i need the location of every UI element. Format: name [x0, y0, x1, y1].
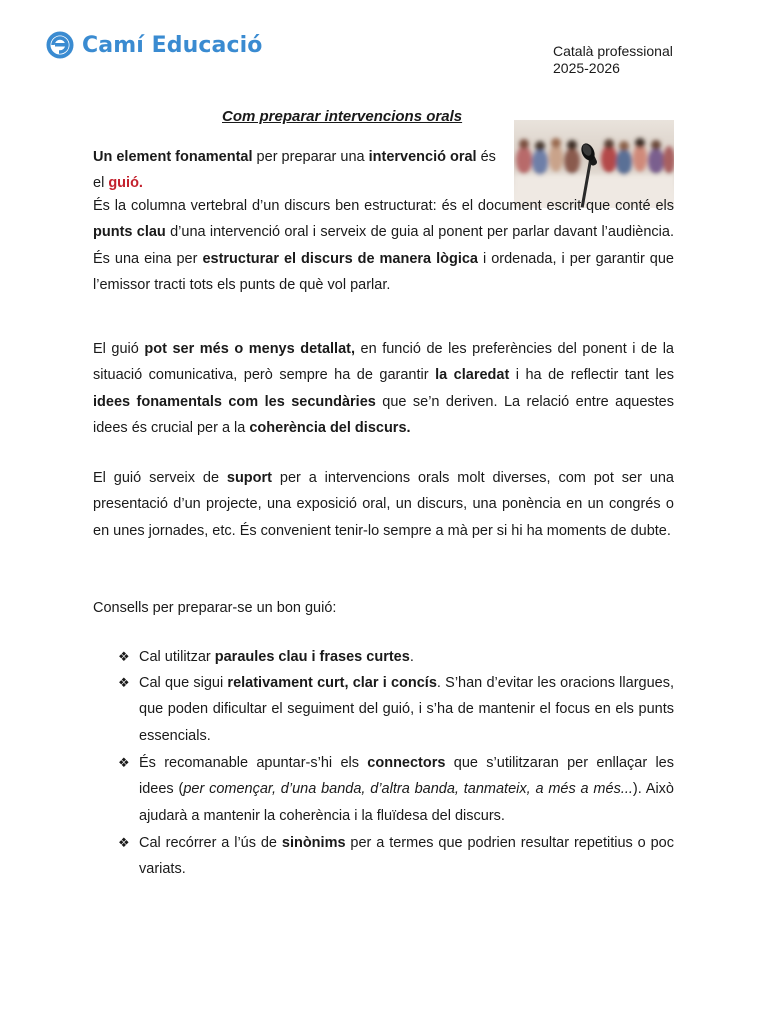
diamond-bullet-icon: ❖: [118, 835, 130, 850]
brand-logo: [46, 30, 262, 60]
list-item: ❖ Cal que sigui relativament curt, clar i concís. S’han d’evitar les oracions llargues, que poden dificultar el seguiment del guió, i s’ha de mantenir el focus en els punts essencials.: [139, 670, 674, 749]
logo-icon: [46, 31, 74, 59]
logo-text: Camí Educació: [82, 32, 263, 58]
diamond-bullet-icon: ❖: [118, 675, 130, 690]
intro-paragraph-lead: Un element fonamental per preparar una intervenció oral és el guió.: [93, 149, 496, 192]
list-item: ❖ Cal utilitzar paraules clau i frases curtes.: [139, 644, 674, 670]
diamond-bullet-icon: ❖: [118, 755, 130, 770]
list-item: ❖ Cal recórrer a l’ús de sinònims per a termes que podrien resultar repetitius o poc variats.: [139, 830, 674, 883]
tips-heading: Consells per preparar-se un bon guió:: [93, 600, 337, 616]
intro-paragraph: És la columna vertebral d’un discurs ben estructurat: és el document escrit que conté els punts clau d’una intervenció oral i serveix de guia al ponent per parlar davant l’audiència. És una eina per estructurar el discurs de manera lògica i ordenada, i per garantir que l’emissor tracti tots els punts de què vol parlar.: [93, 198, 674, 294]
document-title: Com preparar intervencions orals: [222, 108, 463, 125]
detail-paragraph: El guió pot ser més o menys detallat, en funció de les preferències del ponent i de la situació comunicativa, però sempre ha de garantir la claredat i ha de reflectir tant les idees fonamentals com les secundàries que se’n deriven. La relació entre aquestes idees és crucial per a la coherència del discurs.: [93, 341, 674, 437]
highlight-guio: guió.: [108, 175, 143, 192]
course-name: Català professional: [553, 43, 673, 59]
diamond-bullet-icon: ❖: [118, 649, 130, 664]
list-item: ❖ És recomanable apuntar-s’hi els connectors que s’utilitzaran per enllaçar les idees (per començar, d’una banda, d’altra banda, tanmateix, a més a més...). Això ajudarà a mantenir la coherència i la fluïdesa del discurs.: [139, 750, 674, 829]
course-year: 2025-2026: [553, 60, 620, 76]
course-info: [553, 43, 673, 77]
support-paragraph: El guió serveix de suport per a intervencions orals molt diverses, com pot ser una presentació d’un projecte, una exposició oral, un discurs, una ponència en un congrés o en unes jornades, etc. És convenient tenir-lo sempre a mà per si hi ha moments de dubte.: [93, 470, 674, 539]
